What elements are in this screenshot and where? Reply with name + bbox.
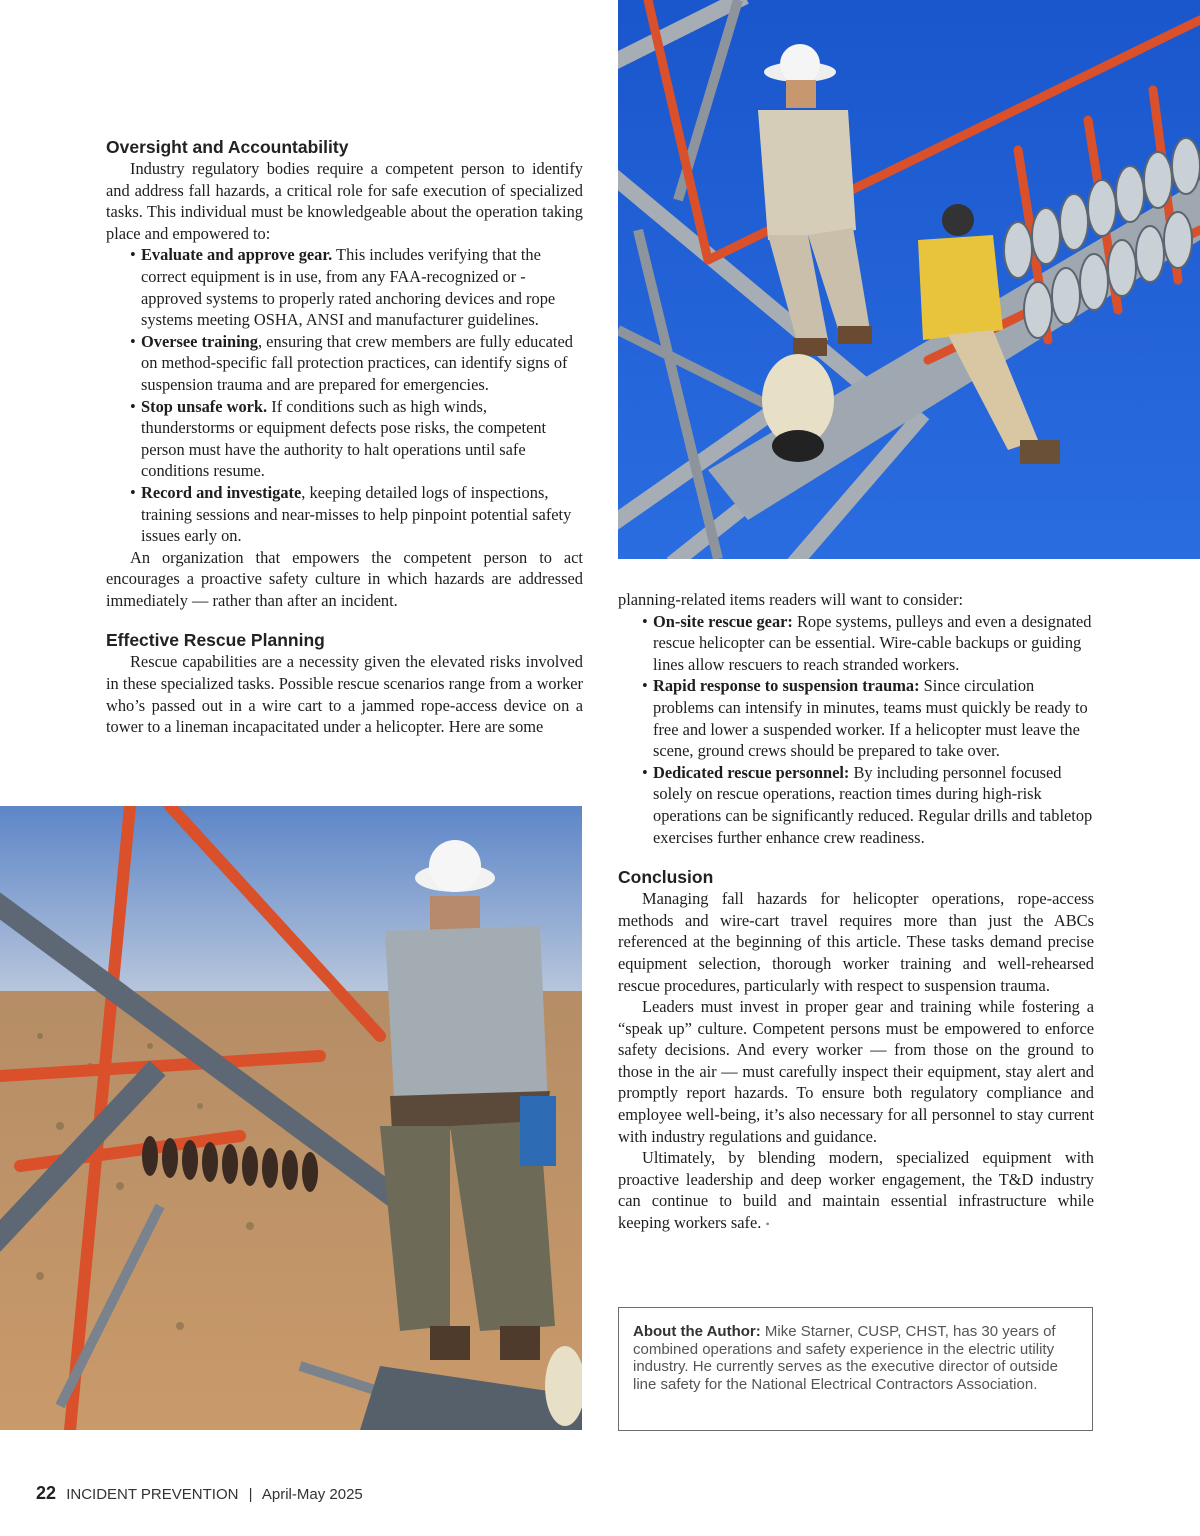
author-label: About the Author: — [633, 1323, 761, 1340]
list-item: • Rapid response to suspension trauma: Since circulation problems can intensify in minutes, teams must quickly be ready to free and lower a suspended worker. If a helicopter must leave the scene, ground crews should be prepared to take over. — [642, 676, 1088, 761]
list-item: • Record and investigate, keeping detailed logs of inspections, training sessions and near-misses to help pinpoint potential safety issues early on. — [130, 482, 572, 546]
bullet-lead: On-site rescue gear: — [653, 611, 793, 631]
bullet-text: Rope systems, pulleys and even a designated rescue helicopter can be essential. Wire-cable backups or guiding lines allow rescuers to reach stranded workers. — [653, 611, 1092, 674]
end-mark-icon: • — [765, 1217, 770, 1232]
conclusion-paragraph-1: Managing fall hazards for helicopter operations, rope-access methods and wire-cart travel requires more than just the ABCs referenced at the beginning of this article. These tasks demand precise equipment selection, thorough worker training and well-rehearsed rescue procedures, particularly with respect to suspension trauma. — [618, 889, 1094, 995]
page-footer — [36, 1483, 363, 1504]
list-item: • On-site rescue gear: Rope systems, pulleys and even a designated rescue helicopter can be essential. Wire-cable backups or guiding lines allow rescuers to reach stranded workers. — [642, 611, 1092, 674]
oversight-intro-paragraph: Industry regulatory bodies require a competent person to identify and address fall hazards, a critical role for safe execution of specialized tasks. This individual must be knowledgeable about the operation taking place and empowered to: — [106, 159, 583, 243]
bullet-lead: Record and investigate — [141, 482, 302, 502]
list-item: • Stop unsafe work. If conditions such as high winds, thunderstorms or equipment defects pose risks, the competent person must have the authority to halt operations until safe conditions resume. — [130, 396, 547, 481]
photo-lineman-on-tower-arm — [0, 806, 582, 1430]
left-column — [106, 136, 583, 738]
bullet-text: This includes verifying that the correct equipment is in use, from any FAA-recognized or -approved systems to properly rated anchoring devices and rope systems meeting OSHA, ANSI and manufacturer guidelines. — [141, 245, 556, 330]
bullet-text: , keeping detailed logs of inspections, training sessions and near-misses to help pinpoint potential safety issues early on. — [141, 482, 572, 546]
oversight-closing-paragraph: An organization that empowers the competent person to act encourages a proactive safety culture in which hazards are addressed immediately — rather than after an incident. — [106, 547, 583, 610]
bullet-lead: Stop unsafe work. — [141, 396, 268, 416]
bullet-text: , ensuring that crew members are fully educated on method-specific fall protection practices, can identify signs of suspension trauma and are prepared for emergencies. — [141, 331, 573, 394]
author-bio: Mike Starner, CUSP, CHST, has 30 years of combined operations and safety experience in the electric utility industry. He currently serves as the executive director of outside line safety for the National Electrical Contractors Association. — [633, 1323, 1058, 1393]
conclusion-paragraph-3-text: Ultimately, by blending modern, specialized equipment with proactive leadership and deep worker engagement, the T&D industry can continue to build and maintain essential infrastructure while keeping workers safe. — [618, 1148, 1094, 1233]
bullet-lead: Evaluate and approve gear. — [141, 245, 333, 265]
bullet-lead: Dedicated rescue personnel: — [653, 762, 850, 782]
conclusion-paragraph-3 — [618, 1147, 1094, 1235]
issue-date: April-May 2025 — [261, 1486, 363, 1503]
bullet-text: Since circulation problems can intensify in minutes, teams must quickly be ready to free and lower a suspended worker. If a helicopter must leave the scene, ground crews should be prepared to take over. — [653, 676, 1088, 761]
oversight-bullet-list — [130, 244, 583, 546]
list-item: • Dedicated rescue personnel: By including personnel focused solely on rescue operations, reaction times during high-risk operations can be significantly reduced. Regular drills and tabletop exercises further enhance crew readiness. — [642, 762, 1093, 847]
publication-name: INCIDENT PREVENTION — [66, 1486, 239, 1503]
section-heading-rescue-planning: Effective Rescue Planning — [106, 630, 325, 651]
page-number: 22 — [36, 1483, 57, 1503]
list-item: • Oversee training, ensuring that crew members are fully educated on method-specific fall protection practices, can identify signs of suspension trauma and are prepared for emergencies. — [130, 331, 573, 394]
right-column — [618, 589, 1094, 1236]
list-item: • Evaluate and approve gear. This includes verifying that the correct equipment is in use, from any FAA-recognized or -approved systems to properly rated anchoring devices and rope systems meeting OSHA, ANSI and manufacturer guidelines. — [130, 245, 556, 330]
footer-separator: | — [248, 1486, 253, 1503]
section-heading-conclusion: Conclusion — [618, 867, 714, 888]
photo-lineman-on-tower-arm-image — [0, 806, 582, 1430]
photo-workers-on-tower-image — [618, 0, 1200, 559]
about-the-author-box — [618, 1307, 1093, 1431]
bullet-text: By including personnel focused solely on rescue operations, reaction times during high-risk operations can be significantly reduced. Regular drills and tabletop exercises further enhance crew readiness. — [653, 762, 1093, 847]
rescue-continued-paragraph: planning-related items readers will want to consider: — [618, 590, 964, 609]
rescue-bullet-list — [642, 611, 1094, 849]
conclusion-paragraph-2: Leaders must invest in proper gear and training while fostering a “speak up” culture. Competent persons must be empowered to enforce safety decisions. And every worker — from those on the ground to those in the air — must carefully inspect their equipment, stay alert and promptly report hazards. To ensure both regulatory compliance and employee well-being, it’s also necessary for all personnel to stay current with industry regulations and guidance. — [618, 997, 1094, 1146]
rescue-intro-paragraph: Rescue capabilities are a necessity given the elevated risks involved in these specialized tasks. Possible rescue scenarios range from a worker who’s passed out in a wire cart to a jammed rope-access device on a tower to a lineman incapacitated under a helicopter. Here are some — [106, 652, 583, 737]
photo-workers-on-tower — [618, 0, 1200, 559]
bullet-lead: Oversee training — [141, 331, 258, 351]
bullet-text: If conditions such as high winds, thunderstorms or equipment defects pose risks, the competent person must have the authority to halt operations until safe conditions resume. — [141, 396, 547, 481]
section-heading-oversight: Oversight and Accountability — [106, 137, 349, 157]
bullet-lead: Rapid response to suspension trauma: — [653, 676, 920, 696]
